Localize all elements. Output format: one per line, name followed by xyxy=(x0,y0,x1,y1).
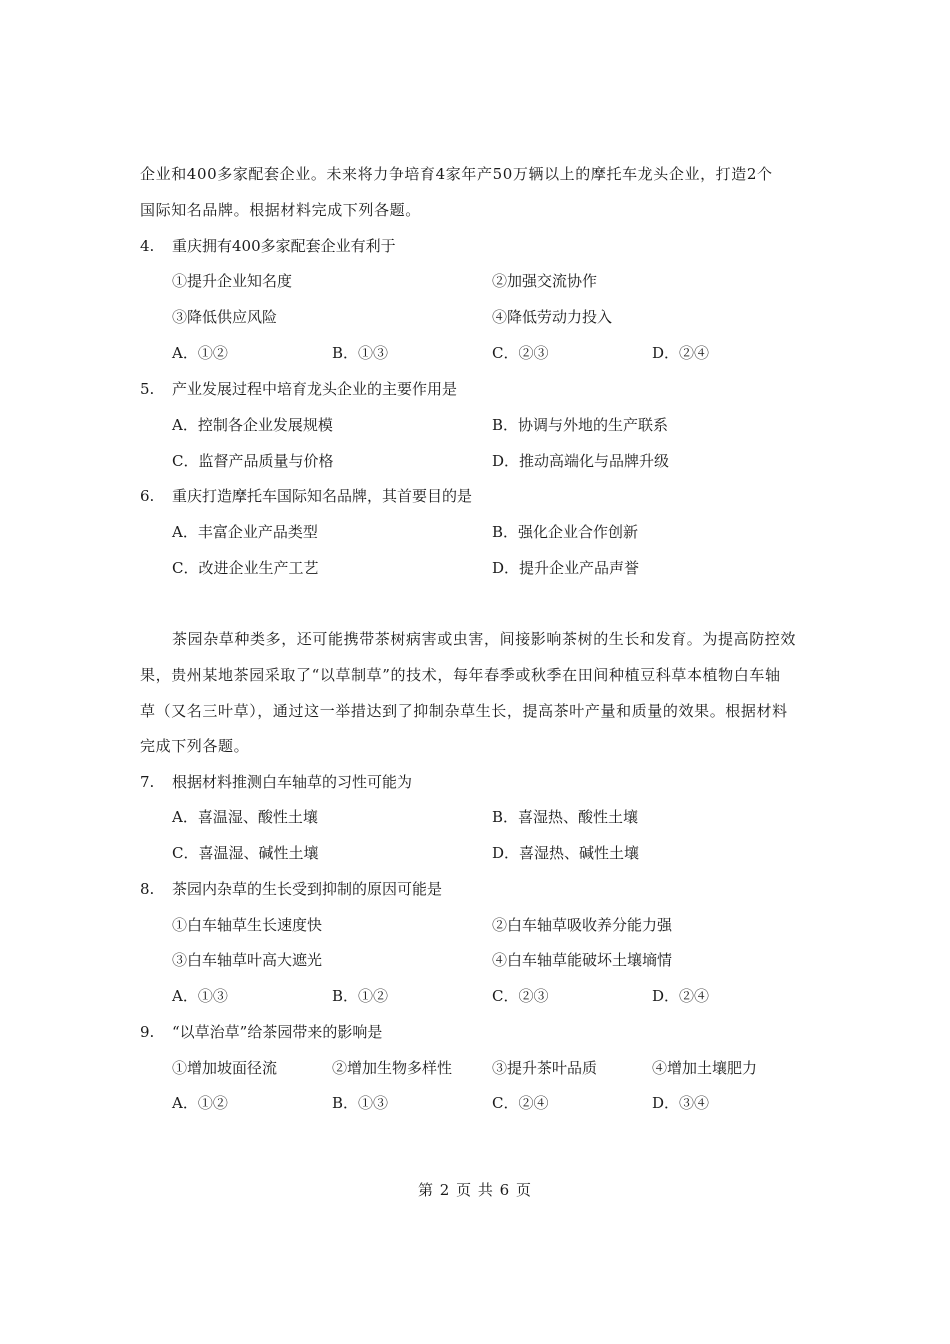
statement-item: ③降低供应风险 xyxy=(172,308,278,326)
choice-b: B．①③ xyxy=(332,344,389,362)
question-6-stem xyxy=(140,485,820,507)
question-8-stem xyxy=(140,878,820,900)
choice-d: D．推动高端化与品牌升级 xyxy=(492,452,670,470)
question-text: 茶园内杂草的生长受到抑制的原因可能是 xyxy=(172,880,443,898)
question-number: 5. xyxy=(140,380,155,398)
choice-a: A．丰富企业产品类型 xyxy=(172,523,318,541)
choice-b: B．喜湿热、酸性土壤 xyxy=(492,808,639,826)
statement-item: ②加强交流协作 xyxy=(492,272,598,290)
material-text-line: 国际知名品牌。根据材料完成下列各题。 xyxy=(140,201,421,219)
choice-a: A．①② xyxy=(172,1094,228,1112)
statement-item: ②白车轴草吸收养分能力强 xyxy=(492,916,673,934)
choice-a: A．①③ xyxy=(172,987,228,1005)
choice-c: C．喜温湿、碱性土壤 xyxy=(172,844,319,862)
choice-b: B．协调与外地的生产联系 xyxy=(492,416,669,434)
question-number: 4. xyxy=(140,237,155,255)
choice-a: A．①② xyxy=(172,344,228,362)
statement-item: ④降低劳动力投入 xyxy=(492,308,613,326)
question-text: 重庆打造摩托车国际知名品牌，其首要目的是 xyxy=(172,487,473,505)
question-number: 7. xyxy=(140,773,155,791)
statement-item: ②增加生物多样性 xyxy=(332,1059,453,1077)
choice-c: C．②③ xyxy=(492,987,549,1005)
statement-item: ①提升企业知名度 xyxy=(172,272,293,290)
choice-d: D．喜湿热、碱性土壤 xyxy=(492,844,640,862)
choice-a: A．控制各企业发展规模 xyxy=(172,416,333,434)
choice-c: C．改进企业生产工艺 xyxy=(172,559,319,577)
choice-b: B．①③ xyxy=(332,1094,389,1112)
statement-item: ③白车轴草叶高大遮光 xyxy=(172,951,323,969)
material-text-line: 茶园杂草种类多，还可能携带茶树病害或虫害，间接影响茶树的生长和发育。为提高防控效 xyxy=(172,630,797,648)
question-text: 重庆拥有400多家配套企业有利于 xyxy=(172,237,396,255)
question-7-stem xyxy=(140,771,820,793)
question-text: 产业发展过程中培育龙头企业的主要作用是 xyxy=(172,380,458,398)
question-5-stem xyxy=(140,378,820,400)
statement-item: ④增加土壤肥力 xyxy=(652,1059,758,1077)
material-text-line: 果，贵州某地茶园采取了“以草制草”的技术，每年春季或秋季在田间种植豆科草本植物白车轴 xyxy=(140,666,781,684)
question-number: 6. xyxy=(140,487,155,505)
question-4-stem xyxy=(140,235,820,257)
question-text: 根据材料推测白车轴草的习性可能为 xyxy=(172,773,413,791)
choice-d: D．③④ xyxy=(652,1094,710,1112)
choice-d: D．提升企业产品声誉 xyxy=(492,559,640,577)
choice-a: A．喜温湿、酸性土壤 xyxy=(172,808,318,826)
choice-d: D．②④ xyxy=(652,344,710,362)
choice-b: B．①② xyxy=(332,987,389,1005)
statement-item: ③提升茶叶品质 xyxy=(492,1059,598,1077)
question-9-stem xyxy=(140,1021,820,1043)
material-text-line: 企业和400多家配套企业。未来将力争培育4家年产50万辆以上的摩托车龙头企业，打造2个 xyxy=(140,165,773,183)
choice-c: C．监督产品质量与价格 xyxy=(172,452,334,470)
statement-item: ①增加坡面径流 xyxy=(172,1059,278,1077)
material-text-line: 草（又名三叶草），通过这一举措达到了抑制杂草生长，提高茶叶产量和质量的效果。根据材料 xyxy=(140,702,788,720)
question-number: 8. xyxy=(140,880,155,898)
material-text-line: 完成下列各题。 xyxy=(140,737,250,755)
statement-item: ①白车轴草生长速度快 xyxy=(172,916,323,934)
statement-item: ④白车轴草能破坏土壤墒情 xyxy=(492,951,673,969)
page-number-footer: 第 2 页 共 6 页 xyxy=(418,1181,532,1199)
choice-c: C．②③ xyxy=(492,344,549,362)
choice-b: B．强化企业合作创新 xyxy=(492,523,639,541)
question-text: “以草治草”给茶园带来的影响是 xyxy=(172,1023,383,1041)
choice-d: D．②④ xyxy=(652,987,710,1005)
question-number: 9. xyxy=(140,1023,155,1041)
choice-c: C．②④ xyxy=(492,1094,549,1112)
